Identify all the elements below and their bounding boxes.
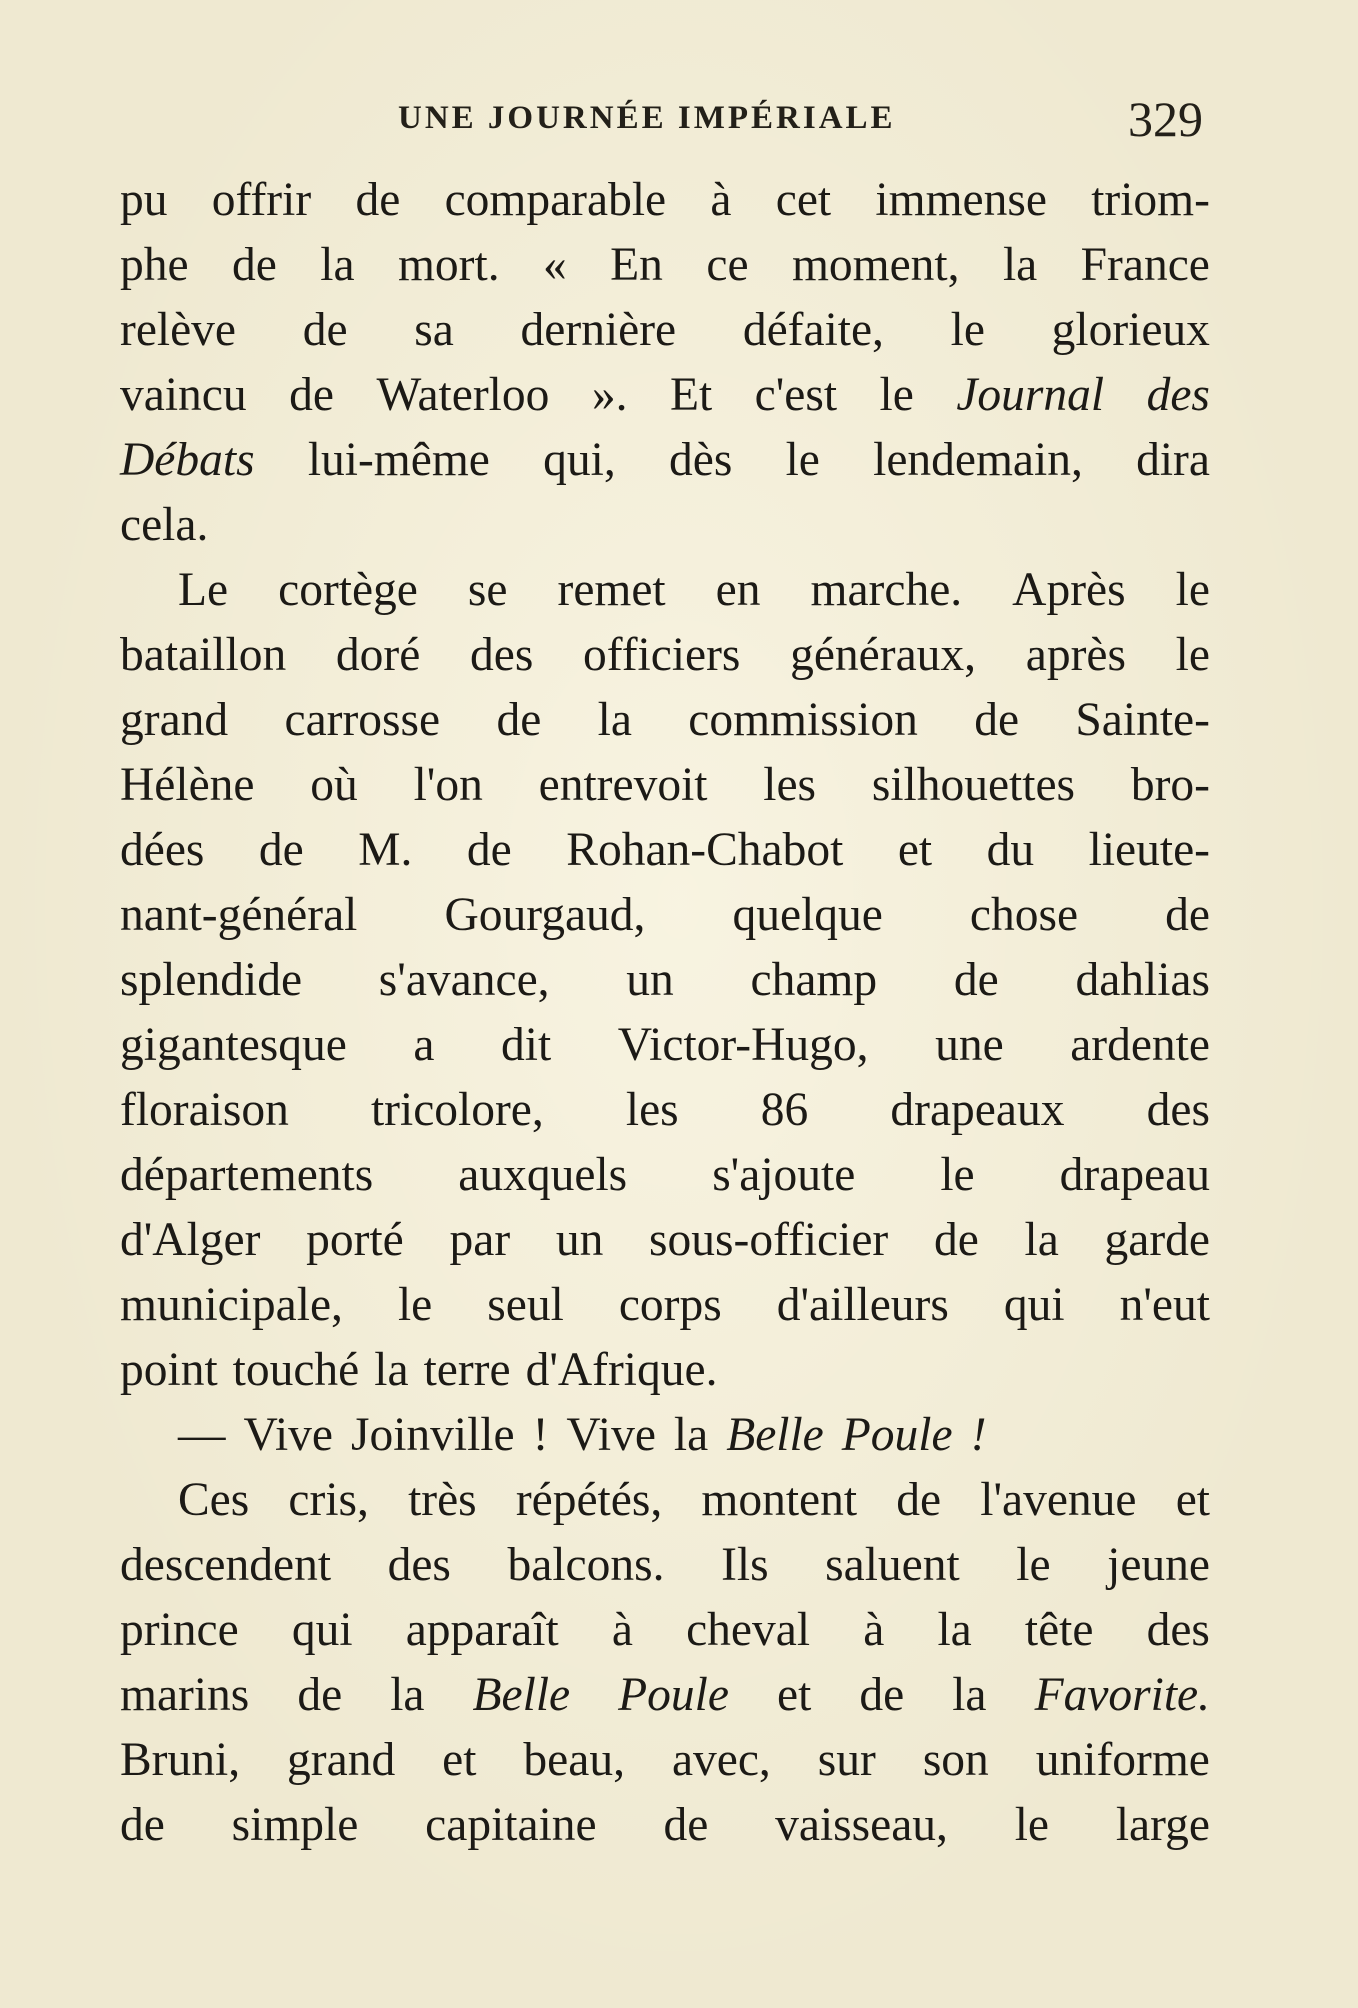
word: offrir [211,174,312,226]
word: de [496,694,542,746]
word: très [408,1474,477,1526]
word: le [1175,564,1210,616]
word: lui-même [307,434,490,486]
word: grand [287,1734,396,1786]
word: cela. [120,499,209,551]
word: garde [1104,1214,1210,1266]
word: d'Afrique. [525,1344,718,1396]
word: l'on [413,759,483,811]
word: corps [618,1279,722,1331]
word: la [937,1604,972,1656]
text-line [120,1403,1210,1468]
word: qui [291,1604,353,1656]
word: des [1146,1604,1210,1656]
word: triom- [1091,174,1210,226]
word: Vive [566,1409,656,1461]
word: Sainte- [1075,694,1210,746]
word: le [397,1279,433,1331]
text-line [120,168,1210,233]
word: sa [414,304,454,356]
word: de [974,694,1020,746]
word: le [785,434,820,486]
word: En [610,239,663,291]
word: tête [1024,1604,1094,1656]
word: d'ailleurs [776,1279,949,1331]
text-line [120,233,1210,298]
word: carrosse [284,694,441,746]
word: beau, [523,1734,625,1786]
word: de [663,1799,709,1851]
word: cortège [278,564,418,616]
word: de [302,304,348,356]
word: en [715,564,761,616]
word: Victor-Hugo, [617,1019,869,1071]
word: qui, [543,434,616,486]
word: M. [358,824,413,876]
word: Le [178,564,229,616]
word: glorieux [1051,304,1210,356]
word: à [863,1604,885,1656]
word: des [1146,369,1210,421]
word: remet [557,564,666,616]
word: à [611,1604,633,1656]
word: où [310,759,358,811]
word: capitaine [425,1799,597,1851]
word: de [232,239,277,291]
text-line [120,1143,1210,1208]
word: Débats [120,434,255,486]
text-line [120,1208,1210,1273]
word: quelque [732,889,883,941]
word: dernière [520,304,677,356]
text-line [120,1013,1210,1078]
word: de [466,824,512,876]
word: nant-général [120,889,358,941]
text-line [120,1598,1210,1663]
text-line [120,1663,1210,1728]
word: de [297,1669,343,1721]
word: « [543,239,567,291]
word: départements [120,1149,374,1201]
text-line [120,1533,1210,1598]
word: les [763,759,817,811]
word: splendide [120,954,303,1006]
word: Waterloo [376,369,550,421]
word: Après [1012,564,1126,616]
word: de [896,1474,942,1526]
word: le [950,304,985,356]
word: balcons. [507,1539,665,1591]
word: dahlias [1075,954,1210,1006]
word: une [935,1019,1004,1071]
word: n'eut [1119,1279,1210,1331]
word: de [953,954,999,1006]
word: son [922,1734,989,1786]
word: et [442,1734,477,1786]
word: se [467,564,508,616]
word: dira [1136,434,1210,486]
word: descendent [120,1539,332,1591]
word: relève [120,304,237,356]
word: la [952,1669,987,1721]
word: des [470,629,534,681]
word: large [1115,1799,1210,1851]
word: du [986,824,1035,876]
word: défaite, [742,304,884,356]
word: dées [120,824,205,876]
word: cris, [288,1474,369,1526]
word: répétés, [515,1474,663,1526]
word: prince [120,1604,239,1656]
text-line [120,1273,1210,1338]
word: s'avance, [378,954,550,1006]
word: lendemain, [873,434,1083,486]
word: Poule [618,1669,729,1721]
word: le [1014,1799,1050,1851]
word: qui [1003,1279,1065,1331]
text-line [120,428,1210,493]
word: le [1016,1539,1051,1591]
word: c'est [754,369,838,421]
word: gigantesque [120,1019,347,1071]
word: chose [969,889,1079,941]
word: d'Alger [120,1214,261,1266]
word: le [940,1149,975,1201]
word: les [625,1084,679,1136]
word: la [320,239,355,291]
word: pu [120,174,168,226]
word: Belle [726,1409,824,1461]
word: cheval [686,1604,811,1656]
word: Bruni, [120,1734,241,1786]
word: de [859,1669,905,1721]
word: Gourgaud, [444,889,646,941]
word: Ces [178,1474,250,1526]
word: vaisseau, [775,1799,948,1851]
word: tricolore, [370,1084,544,1136]
word: bataillon [120,629,287,681]
word: porté [306,1214,404,1266]
word: moment, [791,239,960,291]
word: entrevoit [538,759,708,811]
word: phe [120,239,189,291]
running-head [0,91,1358,147]
word: grand [120,694,229,746]
word: sur [817,1734,876,1786]
word: des [387,1539,451,1591]
text-line [120,1793,1210,1858]
word: auxquels [458,1149,628,1201]
word: champ [750,954,878,1006]
word: des [1146,1084,1210,1136]
text-line [120,883,1210,948]
word: point [120,1344,218,1396]
word: la [390,1669,425,1721]
word: de [355,174,401,226]
word: immense [875,174,1047,226]
word: et [777,1669,812,1721]
word: Ils [721,1539,769,1591]
text-line [120,558,1210,623]
word: municipale, [120,1279,343,1331]
word: la [1024,1214,1059,1266]
word: s'ajoute [712,1149,856,1201]
word: la [1002,239,1038,291]
text-line [120,1728,1210,1793]
text-line [120,1078,1210,1143]
word: commission [688,694,918,746]
word: mort. [397,239,500,291]
word: dit [501,1019,552,1071]
text-line [120,688,1210,753]
word: drapeaux [890,1084,1065,1136]
running-title: UNE JOURNÉE IMPÉRIALE [398,100,896,136]
word: Rohan-Chabot [566,824,844,876]
text-line [120,363,1210,428]
word: silhouettes [871,759,1076,811]
text-line [120,818,1210,883]
body-text [120,168,1210,1858]
word: et [1175,1474,1210,1526]
word: lieute- [1088,824,1210,876]
word: dès [668,434,733,486]
word: France [1080,239,1210,291]
word: Belle [472,1669,571,1721]
word: apparaît [405,1604,559,1656]
word: touché [232,1344,360,1396]
word: le [879,369,914,421]
word: vaincu [120,369,247,421]
word: marche. [810,564,963,616]
word: par [449,1214,511,1266]
text-line [120,1338,1210,1403]
word: saluent [825,1539,960,1591]
text-line [120,753,1210,818]
word: à [710,174,732,226]
word: a [413,1019,435,1071]
text-line [120,1468,1210,1533]
word: cet [775,174,832,226]
word: 86 [760,1084,809,1136]
word: ardente [1070,1019,1210,1071]
text-line [120,298,1210,363]
word: Vive [243,1409,333,1461]
word: de [289,369,334,421]
word: ». [591,369,628,421]
word: Journal [956,369,1105,421]
word: avec, [671,1734,771,1786]
word: la [597,694,632,746]
word: Favorite. [1034,1669,1210,1721]
page-number: 329 [1128,91,1203,147]
word: sous-officier [649,1214,889,1266]
word: uniforme [1035,1734,1210,1786]
word: montent [701,1474,858,1526]
word: de [1165,889,1210,941]
word: généraux, [790,629,977,681]
word: de [258,824,304,876]
word: ! [970,1409,987,1461]
word: marins [120,1669,250,1721]
word: de [120,1799,165,1851]
word: l'avenue [980,1474,1137,1526]
word: ce [706,239,749,291]
word: drapeau [1059,1149,1210,1201]
word: un [626,954,674,1006]
word: Joinville [350,1409,515,1461]
word: la [374,1344,409,1396]
word: jeune [1107,1539,1210,1591]
word: de [933,1214,979,1266]
text-line [120,493,1210,558]
word: comparable [444,174,667,226]
word: le [1175,629,1210,681]
word: un [555,1214,604,1266]
word: ! [532,1409,549,1461]
word: et [897,824,933,876]
word: — [178,1409,226,1461]
word: la [673,1409,709,1461]
word: seul [487,1279,564,1331]
text-line [120,623,1210,688]
text-line [120,948,1210,1013]
word: floraison [120,1084,289,1136]
word: simple [231,1799,359,1851]
word: terre [423,1344,511,1396]
word: doré [335,629,421,681]
word: officiers [583,629,741,681]
word: Et [669,369,713,421]
word: après [1025,629,1126,681]
word: Poule [841,1409,953,1461]
word: bro- [1130,759,1210,811]
word: Hélène [120,759,255,811]
